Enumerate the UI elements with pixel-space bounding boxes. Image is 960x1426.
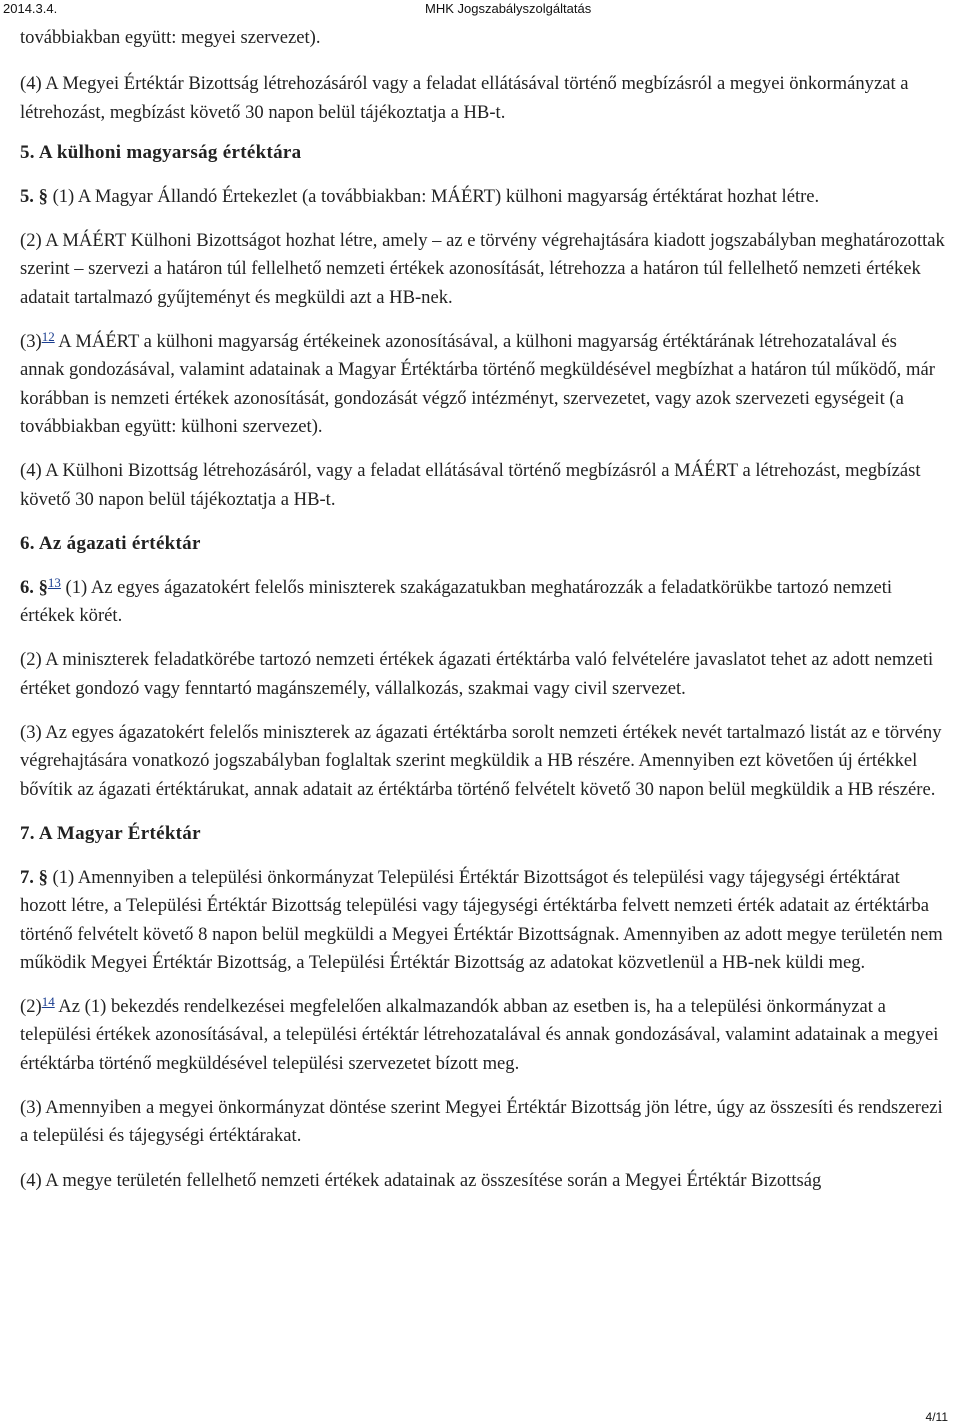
- paragraph-text: Az (1) bekezdés rendelkezései megfelelően alkalmazandók abban az esetben is, ha a települési önkormányzat a települési értékek azonosításával, a települési értéktár létrehozatalával és annak gondozásával, valamint adatainak a megyei értéktárba történő megküldésével települési szervezetet bízott meg.: [20, 996, 939, 1074]
- section-6-para-3: (3) Az egyes ágazatokért felelős miniszterek az ágazati értéktárba sorolt nemzeti értékek nevét tartalmazó listát az e törvény végrehajtására vonatkozó jogszabályban foglaltak szerint megküldik a HB részére. Amennyiben ezt követően új értékkel bővítik az ágazati értéktárukat, annak adatait az értéktárba történő felvételt követő 30 napon belül megküldik a HB részére.: [20, 722, 942, 800]
- section-7-para-4: (4) A megye területén fellelhető nemzeti értékek adatainak az összesítése során a Megyei Értéktár Bizottság: [20, 1169, 822, 1191]
- page-number: 4/11: [925, 1410, 948, 1424]
- paragraph-4-megyei: (4) A Megyei Értéktár Bizottság létrehozásáról vagy a feladat ellátásával történő megbízásról a megyei önkormányzat a létrehozást, megbízást követő 30 napon belül tájékoztatja a HB-t.: [20, 73, 909, 123]
- section-number: 7.: [20, 866, 34, 888]
- section-number: 5.: [20, 185, 34, 207]
- section-7-para-3: (3) Amennyiben a megyei önkormányzat döntése szerint Megyei Értéktár Bizottság jön létre, úgy az összesíti és rendszerezi a települési és tájegységi értéktárakat.: [20, 1097, 943, 1147]
- site-title: MHK Jogszabályszolgáltatás: [425, 1, 592, 16]
- section-number: 6.: [20, 576, 34, 598]
- paragraph-text: (1) Az egyes ágazatokért felelős miniszterek szakágazatukban meghatározzák a feladatkörükbe tartozó nemzeti értékek körét.: [20, 576, 893, 627]
- section-6-para-2: (2) A miniszterek feladatkörébe tartozó nemzeti értékek ágazati értéktárba való felvételére javaslatot tehet az adott nemzeti értéket gondozó vagy fenntartó magánszemély, vállalkozás, szakmai vagy civil szervezet.: [20, 649, 934, 699]
- section-sign: §: [38, 866, 48, 888]
- section-7-para-2: [20, 993, 945, 1078]
- section-5-para-3: [20, 328, 945, 441]
- paragraph-text: (1) Amennyiben a települési önkormányzat Települési Értéktár Bizottságot és települési vagy tájegységi értéktárat hozott létre, a Települési Értéktár Bizottság települési vagy tájegységi értéktárba felvett nemzeti érték adatait az értéktárba történő felvételt követő 8 napon belül megküldi a Megyei Értéktár Bizottságnak. Amennyiben az adott megye területén nem működik Megyei Értéktár Bizottság, a Települési Értéktár Bizottság az adatokat közvetlenül a HB-nek küldi meg.: [20, 866, 943, 973]
- section-5-para-4: (4) A Külhoni Bizottság létrehozásáról, vagy a feladat ellátásával történő megbízásról a MÁÉRT a létrehozást, megbízást követő 30 napon belül tájékoztatja a HB-t.: [20, 460, 921, 510]
- page-header: [0, 0, 960, 20]
- footnote-link-12[interactable]: 12: [41, 329, 55, 345]
- document-body: [20, 24, 945, 1211]
- paragraph-number: (2): [20, 996, 42, 1018]
- paragraph-continuation: továbbiakban együtt: megyei szervezet).: [20, 27, 321, 48]
- paragraph-text: A MÁÉRT a külhoni magyarság értékeinek azonosításával, a külhoni magyarság értéktárának létrehozatalával és annak gondozásával, valamint adatainak a Magyar Értéktárba történő megküldésével megbízhat a határon túl működő, már korábban is nemzeti értékek azonosítását, gondozását végző intézményt, szervezetet, vagy azok szervezeti egységeit (a továbbiakban együtt: külhoni szervezet).: [20, 331, 935, 437]
- section-7-para-1: [20, 864, 945, 977]
- footnote-link-14[interactable]: 14: [41, 994, 55, 1010]
- section-heading-7: 7. A Magyar Értéktár: [20, 822, 201, 844]
- section-6-para-1: [20, 574, 945, 631]
- footnote-link-13[interactable]: 13: [47, 574, 61, 590]
- section-5-para-1: [20, 183, 945, 211]
- section-sign: §: [38, 576, 48, 598]
- paragraph-number: (3): [20, 331, 42, 353]
- section-heading-5: 5. A külhoni magyarság értéktára: [20, 141, 302, 163]
- section-sign: §: [38, 185, 48, 207]
- print-date: 2014.3.4.: [3, 1, 58, 16]
- section-5-para-2: (2) A MÁÉRT Külhoni Bizottságot hozhat létre, amely – az e törvény végrehajtására kiadott jogszabályban meghatározottak szerint – szervezi a határon túl fellelhető nemzeti értékek azonosítását, létrehozza a határon túl fellelhető nemzeti értékek adatait tartalmazó gyűjteményt és megküldi azt a HB-nek.: [20, 230, 945, 308]
- section-heading-6: 6. Az ágazati értéktár: [20, 532, 201, 554]
- paragraph-text: (1) A Magyar Állandó Értekezlet (a továbbiakban: MÁÉRT) külhoni magyarság értéktárat hozhat létre.: [52, 185, 820, 207]
